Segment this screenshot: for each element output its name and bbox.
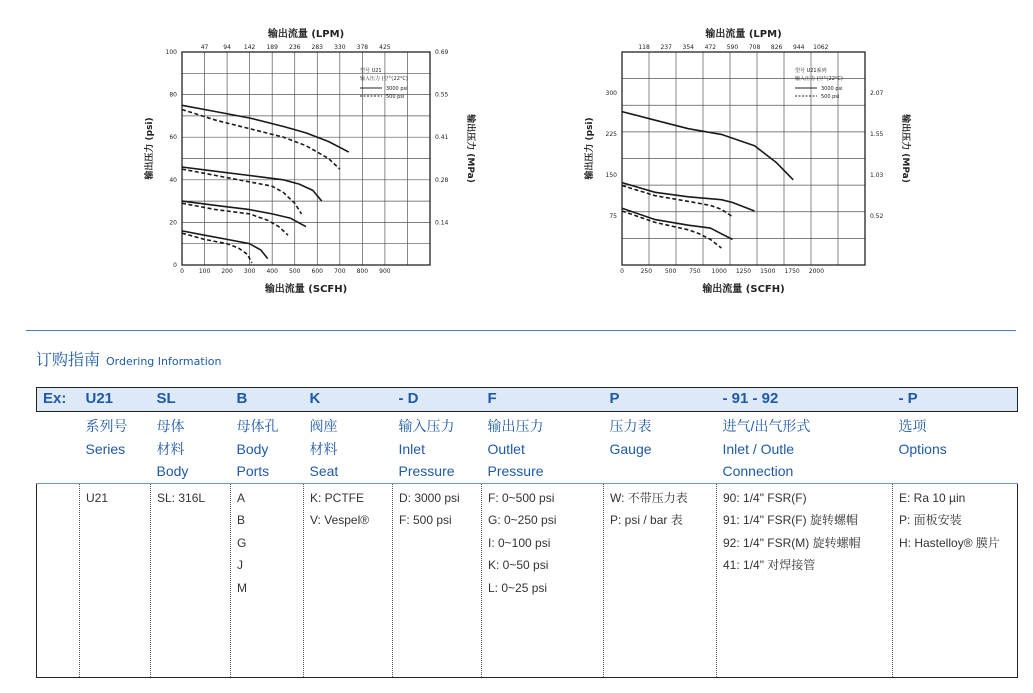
top-tick-label: 425 <box>379 44 391 51</box>
section-divider <box>26 330 1016 331</box>
right-tick-label: 0.41 <box>435 134 449 142</box>
top-tick-label: 118 <box>638 44 650 51</box>
desc-line: Gauge <box>609 440 652 457</box>
flow-charts-svg <box>0 0 1033 310</box>
top-axis-title: 输出流量 (LPM) <box>267 29 345 40</box>
left-tick-label: 60 <box>169 134 177 142</box>
legend-subtitle: 输入压力 (空气22°C) <box>795 76 843 82</box>
bottom-tick-label: 500 <box>664 268 677 275</box>
option-item: I: 0~100 psi <box>488 535 551 550</box>
top-tick-label: 47 <box>200 44 209 51</box>
top-tick-label: 590 <box>726 44 739 51</box>
desc-line: 材料 <box>309 440 338 457</box>
legend-title: 型号 U21系列 <box>795 68 827 74</box>
right-tick-label: 0.55 <box>435 91 449 99</box>
option-item: SL: 316L <box>157 490 206 505</box>
code-cell: SL <box>151 388 231 412</box>
desc-line: Body <box>156 463 189 479</box>
option-item: E: Ra 10 µin <box>899 490 966 505</box>
option-item: 41: 1/4" 对焊接管 <box>723 558 816 572</box>
desc-cell <box>304 412 393 484</box>
model-code-row <box>37 388 1018 412</box>
top-axis-title: 输出流量 (LPM) <box>705 29 782 40</box>
bottom-tick-label: 750 <box>689 268 701 275</box>
right-tick-label: 0.69 <box>435 49 449 56</box>
bottom-tick-label: 1750 <box>784 268 800 275</box>
top-tick-label: 237 <box>660 44 672 51</box>
series-line <box>622 208 733 239</box>
desc-cell <box>231 412 304 484</box>
series-line <box>182 167 322 201</box>
option-item: 92: 1/4" FSR(M) 旋转螺帽 <box>723 535 861 550</box>
series-line <box>622 112 793 180</box>
desc-line: Pressure <box>487 463 544 479</box>
top-tick-label: 826 <box>770 44 783 51</box>
option-item: K: PCTFE <box>310 490 365 505</box>
desc-line: 进气/出气形式 <box>722 418 811 434</box>
desc-line: 选项 <box>898 418 927 434</box>
bottom-tick-label: 100 <box>198 268 211 275</box>
right-tick-label: 0.14 <box>435 219 449 227</box>
section-title-zh: 订购指南 <box>36 350 101 369</box>
desc-line: 母体 <box>156 418 185 434</box>
desc-line: Inlet <box>398 440 425 457</box>
option-item: M <box>237 580 247 595</box>
left-tick-label: 0 <box>173 262 177 269</box>
desc-line: 材料 <box>156 440 185 457</box>
left-tick-label: 100 <box>165 49 177 56</box>
option-item: G <box>237 535 247 550</box>
option-item: D: 3000 psi <box>399 490 460 505</box>
desc-cell <box>893 412 1018 484</box>
top-tick-label: 236 <box>289 44 301 51</box>
desc-line: 系列号 <box>85 418 128 434</box>
option-item: F: 0~500 psi <box>488 490 555 505</box>
series-line <box>182 231 268 259</box>
desc-cell <box>482 412 604 484</box>
option-item: J <box>237 558 243 572</box>
desc-cell <box>80 412 151 484</box>
options-cell <box>482 483 604 678</box>
left-tick-label: 300 <box>605 89 617 97</box>
desc-cell <box>151 412 231 484</box>
desc-line: 母体孔 <box>236 418 279 434</box>
series-line <box>182 110 340 170</box>
desc-cell <box>393 412 482 484</box>
right-axis-label: 输出压力 (MPa) <box>465 114 475 183</box>
option-item: P: 面板安装 <box>899 513 962 527</box>
desc-line: Connection <box>722 463 794 479</box>
option-item: B <box>237 513 246 527</box>
options-cell <box>893 483 1018 678</box>
option-item: V: Vespel® <box>310 513 370 527</box>
options-cell <box>151 483 231 678</box>
top-tick-label: 708 <box>748 44 761 51</box>
option-item: 90: 1/4" FSR(F) <box>723 490 807 505</box>
code-cell: - D <box>393 388 482 412</box>
desc-line: Outlet <box>487 440 525 457</box>
bottom-tick-label: 1000 <box>711 268 727 275</box>
code-cell: - 91 - 92 <box>717 388 893 412</box>
option-item: W: 不带压力表 <box>610 490 688 505</box>
option-item: A <box>237 490 246 505</box>
options-cell <box>717 483 893 678</box>
series-line <box>182 169 302 214</box>
desc-line: Body <box>236 440 269 457</box>
option-item: F: 500 psi <box>399 513 452 527</box>
top-tick-label: 1062 <box>813 44 829 51</box>
desc-line: 输出压力 <box>487 418 544 434</box>
code-cell: B <box>231 388 304 412</box>
option-item: U21 <box>86 490 109 505</box>
desc-line: Seat <box>309 463 339 479</box>
code-cell: U21 <box>80 388 151 412</box>
right-tick-label: 2.07 <box>870 89 884 97</box>
code-cell: P <box>604 388 717 412</box>
legend-solid-label: 3000 psi <box>386 86 408 92</box>
bottom-axis-title: 输出流量 (SCFH) <box>264 284 348 295</box>
option-item: G: 0~250 psi <box>488 513 557 527</box>
options-cell-empty <box>37 483 80 678</box>
description-row <box>37 412 1018 484</box>
bottom-tick-label: 300 <box>243 268 256 275</box>
top-tick-label: 330 <box>334 44 346 51</box>
code-cell: - P <box>893 388 1018 412</box>
option-item: P: psi / bar 表 <box>610 513 683 527</box>
left-axis-label: 输出压力 (psi) <box>585 117 595 180</box>
right-tick-label: 1.55 <box>870 130 884 138</box>
left-tick-label: 75 <box>609 212 617 220</box>
desc-line: Options <box>898 440 947 457</box>
series-line <box>182 201 306 227</box>
top-tick-label: 944 <box>793 44 805 51</box>
left-axis-label: 输出压力 (psi) <box>145 117 155 180</box>
desc-cell-empty <box>37 412 80 484</box>
top-tick-label: 94 <box>223 44 231 51</box>
desc-line: 压力表 <box>609 418 652 434</box>
desc-line: Series <box>85 440 126 457</box>
options-cell <box>80 483 151 678</box>
left-tick-label: 150 <box>605 171 617 179</box>
legend-subtitle: 输入压力 (空气22°C) <box>360 76 408 82</box>
right-tick-label: 0.52 <box>870 212 884 220</box>
legend-solid-label: 3000 psi <box>821 86 843 92</box>
options-row <box>37 483 1018 678</box>
ordering-section-title <box>36 347 221 370</box>
section-title-en: Ordering Information <box>106 355 222 368</box>
options-cell <box>304 483 393 678</box>
option-item: H: Hastelloy® 膜片 <box>899 535 1000 550</box>
option-item: L: 0~25 psi <box>488 580 548 595</box>
desc-line: Ports <box>236 463 270 479</box>
left-tick-label: 40 <box>169 176 177 184</box>
left-tick-label: 20 <box>169 219 177 227</box>
bottom-tick-label: 200 <box>221 268 233 275</box>
right-tick-label: 0.28 <box>435 176 449 184</box>
right-axis-label: 输出压力 (MPa) <box>900 114 910 183</box>
series-line <box>182 105 349 152</box>
bottom-axis-title: 输出流量 (SCFH) <box>702 284 785 295</box>
desc-cell <box>604 412 717 484</box>
desc-cell <box>717 412 893 484</box>
legend-title: 型号 U21 <box>360 68 382 74</box>
options-cell <box>604 483 717 678</box>
top-tick-label: 142 <box>243 44 256 51</box>
left-tick-label: 225 <box>605 130 617 138</box>
bottom-tick-label: 600 <box>311 268 323 275</box>
top-tick-label: 472 <box>704 44 717 51</box>
bottom-tick-label: 700 <box>334 268 346 275</box>
legend-dashed-label: 500 psi <box>821 94 840 100</box>
options-cell <box>393 483 482 678</box>
top-tick-label: 189 <box>266 44 278 51</box>
desc-line: 输入压力 <box>398 418 455 434</box>
legend-dashed-label: 500 psi <box>386 94 405 100</box>
bottom-tick-label: 900 <box>379 268 391 275</box>
right-tick-label: 1.03 <box>870 171 884 179</box>
ordering-table <box>36 387 1018 678</box>
bottom-tick-label: 250 <box>640 268 653 275</box>
bottom-tick-label: 2000 <box>808 268 825 275</box>
left-tick-label: 80 <box>169 91 177 99</box>
code-cell: Ex: <box>37 388 80 412</box>
bottom-tick-label: 400 <box>266 268 278 275</box>
bottom-tick-label: 800 <box>356 268 369 275</box>
desc-line: 阀座 <box>309 418 338 434</box>
desc-line: Inlet / Outle <box>722 440 795 457</box>
options-cell <box>231 483 304 678</box>
option-item: K: 0~50 psi <box>488 558 549 572</box>
bottom-tick-label: 1500 <box>760 268 776 275</box>
bottom-tick-label: 500 <box>289 268 301 275</box>
top-tick-label: 378 <box>356 44 369 51</box>
series-line <box>622 183 755 211</box>
series-line <box>622 211 721 248</box>
option-item: 91: 1/4" FSR(F) 旋转螺帽 <box>723 513 858 527</box>
top-tick-label: 283 <box>311 44 323 51</box>
flow-charts <box>0 0 1033 310</box>
code-cell: F <box>482 388 604 412</box>
bottom-tick-label: 1250 <box>735 268 752 275</box>
code-cell: K <box>304 388 393 412</box>
bottom-tick-label: 0 <box>620 268 624 275</box>
desc-line: Pressure <box>398 463 455 479</box>
top-tick-label: 354 <box>682 44 694 51</box>
bottom-tick-label: 0 <box>180 268 184 275</box>
